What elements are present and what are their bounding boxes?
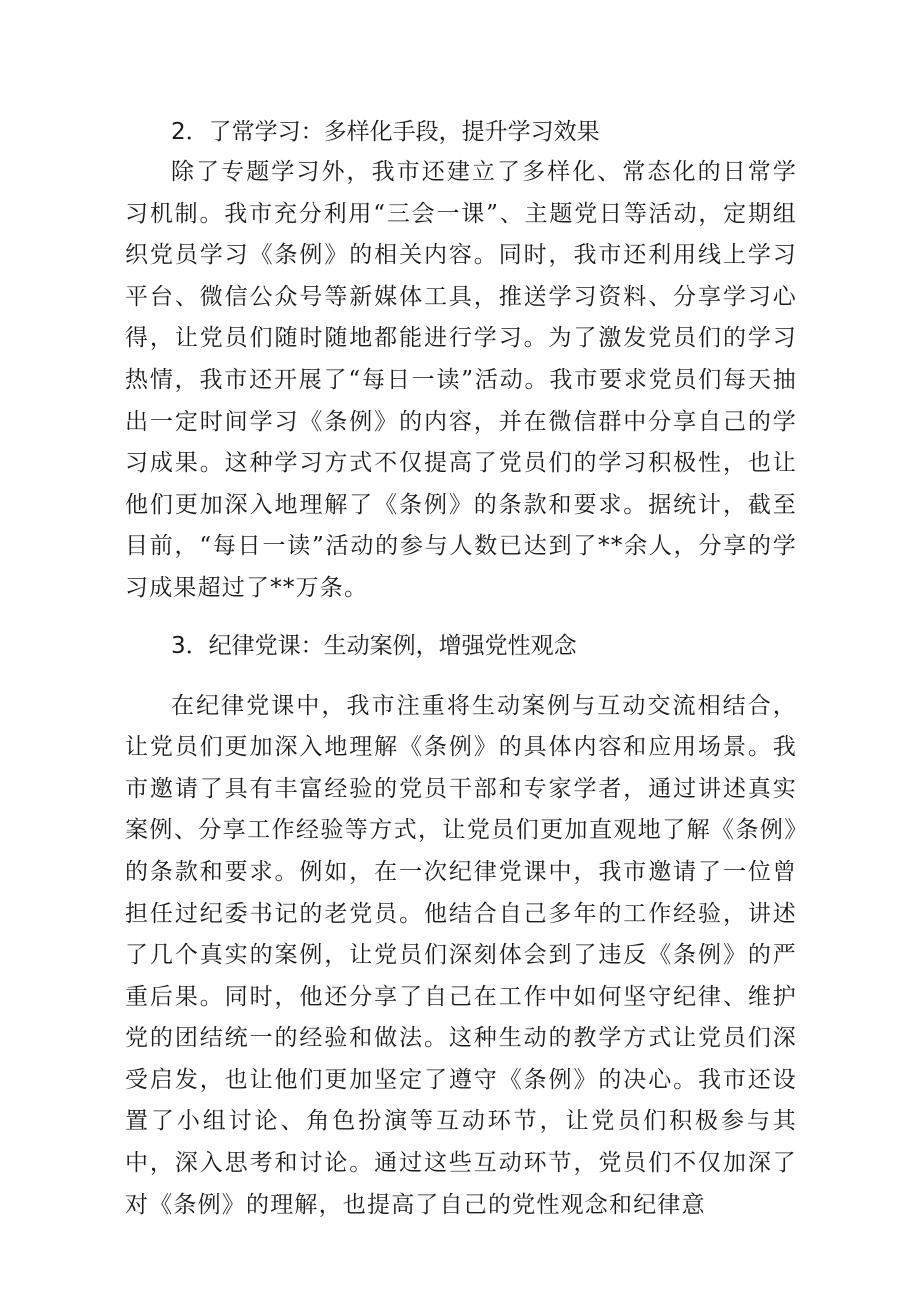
section-heading-discipline-lesson: 3．纪律党课：生动案例，增强党性观念: [171, 632, 577, 659]
document-body: [125, 112, 797, 1226]
section-paragraph-daily-study: 除了专题学习外，我市还建立了多样化、常态化的日常学习机制。我市充分利用“三会一课”、主题党日等活动，定期组织党员学习《条例》的相关内容。同时，我市还利用线上学习平台、微信公众号等新媒体工具，推送学习资料、分享学习心得，让党员们随时随地都能进行学习。为了激发党员们的学习热情，我市还开展了“每日一读”活动。我市要求党员们每天抽出一定时间学习《条例》的内容，并在微信群中分享自己的学习成果。这种学习方式不仅提高了党员们的学习积极性，也让他们更加深入地理解了《条例》的条款和要求。据统计，截至目前，“每日一读”活动的参与人数已达到了**余人，分享的学习成果超过了**万条。: [125, 159, 797, 601]
section-heading-daily-study: 2．了常学习：多样化手段，提升学习效果: [171, 119, 600, 145]
section-paragraph-discipline-lesson: 在纪律党课中，我市注重将生动案例与互动交流相结合，让党员们更加深入地理解《条例》的具体内容和应用场景。我市邀请了具有丰富经验的党员干部和专家学者，通过讲述真实案例、分享工作经验等方式，让党员们更加直观地了解《条例》的条款和要求。例如，在一次纪律党课中，我市邀请了一位曾担任过纪委书记的老党员。他结合自己多年的工作经验，讲述了几个真实的案例，让党员们深刻体会到了违反《条例》的严重后果。同时，他还分享了自己在工作中如何坚守纪律、维护党的团结统一的经验和做法。这种生动的教学方式让党员们深受启发，也让他们更加坚定了遵守《条例》的决心。我市还设置了小组讨论、角色扮演等互动环节，让党员们积极参与其中，深入思考和讨论。通过这些互动环节，党员们不仅加深了对《条例》的理解，也提高了自己的党性观念和纪律意: [125, 692, 797, 1218]
